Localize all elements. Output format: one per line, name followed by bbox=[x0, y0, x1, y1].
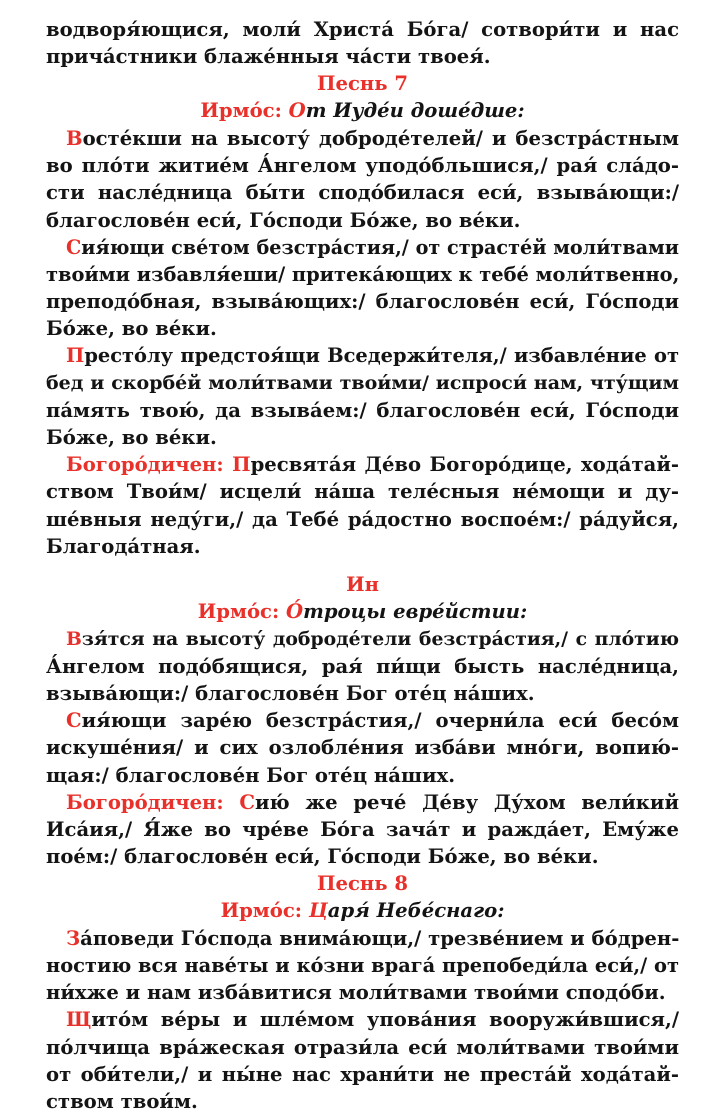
troparion bbox=[46, 626, 679, 708]
text-line: бед и скорбе́й моли́твами твои́ми/ испроси́ нам, чту́щим bbox=[46, 371, 679, 394]
text-line: Иса́ия,/ Я́же во чре́ве Бо́га зача́т и ражда́ет, Ему́же bbox=[46, 817, 679, 841]
other-canon-heading: Ин bbox=[346, 572, 379, 596]
drop-initial: С bbox=[66, 235, 82, 259]
text-line: ством твои́м. bbox=[46, 1089, 198, 1113]
troparion bbox=[46, 1006, 679, 1115]
text-line: благослове́н еси́, Го́споди Бо́же, во ве́ки. bbox=[46, 208, 521, 232]
text-line: Богоро́дичен: Пресвята́я Де́во Богоро́дице, хода́тай- bbox=[66, 453, 679, 477]
drop-initial: З bbox=[66, 926, 81, 950]
text-line: Престо́лу предстоя́щи Вседержи́теля,/ избавле́ние от bbox=[66, 344, 679, 368]
irmos-initial: О́ bbox=[286, 599, 304, 623]
irmos-title bbox=[286, 600, 527, 623]
text-line: па́мять твою́, да взыва́ем:/ благослове́н еси́, Го́споди bbox=[46, 398, 679, 422]
other-canon-irmos bbox=[46, 598, 679, 626]
intro-text bbox=[46, 16, 679, 70]
text-line: Взя́тся на высоту́ доброде́тели безстра́стия,/ с пло́тию bbox=[66, 627, 679, 650]
text-line: За́поведи Го́спода внима́ющи,/ трезве́нием и бо́дрен- bbox=[66, 926, 680, 950]
irmos-initial: Ц bbox=[308, 899, 328, 923]
text-line: Сия́ющи заре́ю безстра́стия,/ очерни́ла еси́ бесо́м bbox=[66, 709, 679, 733]
text-line: от оби́тели,/ и ны́не нас храни́ти не преста́й хода́тай- bbox=[46, 1062, 679, 1086]
text-line: водворя́ющися, моли́ Христа́ Бо́га/ сотвори́ти и нас bbox=[46, 18, 679, 41]
text-line: ни́хже и нам изба́витися моли́твами твои́ми сподо́би. bbox=[46, 981, 666, 1005]
text-line: во пло́ти житие́м А́нгелом уподо́бльшися,/ рая́ сла́до- bbox=[46, 154, 679, 178]
text-line: пое́м:/ благослове́н еси́, Го́споди Бо́же, во ве́ки. bbox=[46, 845, 599, 869]
irmos-title bbox=[289, 99, 525, 122]
text-line: А́нгелом подо́бящися, рая́ пи́щи бысть насле́дница, bbox=[46, 654, 679, 678]
troparion bbox=[46, 707, 679, 789]
text-line: Бо́же, во ве́ки. bbox=[46, 317, 217, 341]
troparion bbox=[46, 342, 679, 451]
irmos-initial: О bbox=[288, 99, 306, 123]
irmos-title-rest: аря́ Небе́снаго: bbox=[327, 899, 505, 923]
text-line: сти насле́дница бы́ти сподо́билася еси́, взыва́ющи:/ bbox=[46, 181, 679, 205]
irmos-label: Ирмо́с: bbox=[200, 99, 282, 123]
irmos-label: Ирмо́с: bbox=[197, 599, 280, 623]
text-line: ством Твои́м/ исцели́ на́ша теле́сныя не́мощи и ду- bbox=[46, 480, 679, 504]
drop-initial: Щ bbox=[66, 1008, 92, 1032]
text-line: прича́стники блаже́нныя ча́сти твоея́. bbox=[46, 45, 491, 69]
text-line: ше́вныя неду́ги,/ да Тебе́ ра́достно воспое́м:/ ра́дуйся, bbox=[46, 507, 679, 531]
theotokion-label: Богоро́дичен: bbox=[66, 453, 224, 477]
text-line: Восте́кши на высоту́ доброде́телей/ и безстра́стным bbox=[66, 126, 679, 150]
drop-initial: В bbox=[66, 627, 82, 650]
irmos-title-rest: т Иуде́и доше́дше: bbox=[305, 99, 525, 123]
irmos-title-rest: троцы евре́йстии: bbox=[303, 599, 528, 623]
theotokion-label: Богоро́дичен: bbox=[66, 790, 224, 814]
text-line: ностию вся наве́ты и ко́зни врага́ препобеди́ла еси́,/ от bbox=[46, 954, 679, 978]
irmos-title bbox=[309, 899, 505, 922]
ode-7-heading: Песнь 7 bbox=[317, 72, 408, 96]
theotokion bbox=[46, 451, 679, 560]
text-line: Сия́ющи све́том безстра́стия,/ от страсте́й моли́твами bbox=[66, 235, 679, 259]
drop-initial: С bbox=[66, 709, 82, 733]
drop-initial: П bbox=[66, 344, 85, 368]
ode-7-irmos bbox=[46, 97, 679, 125]
text-line: Бо́же, во ве́ки. bbox=[46, 426, 217, 450]
ode-8-heading: Песнь 8 bbox=[317, 872, 408, 896]
text-line: твои́ми избавля́еши/ притека́ющих к тебе́ моли́твенно, bbox=[46, 262, 680, 286]
drop-initial: В bbox=[66, 126, 83, 150]
text-line: Благода́тная. bbox=[46, 534, 201, 558]
troparion bbox=[46, 925, 679, 1007]
text-line: по́лчища вра́жеская отрази́ла еси́ моли́твами твои́ми bbox=[46, 1035, 679, 1059]
spacer bbox=[46, 560, 679, 571]
text-line: Щито́м ве́ры и шле́мом упова́ния вооружи́вшися,/ bbox=[66, 1008, 679, 1032]
drop-initial: С bbox=[239, 790, 255, 814]
text-line: Богоро́дичен: Сию́ же рече́ Де́ву Ду́хом вели́кий bbox=[66, 790, 679, 814]
irmos-label: Ирмо́с: bbox=[220, 899, 303, 923]
ode-8-irmos bbox=[46, 897, 679, 925]
text-line: щая:/ благослове́н Бог оте́ц на́ших. bbox=[46, 763, 456, 787]
text-line: преподо́бная, взыва́ющих:/ благослове́н еси́, Го́споди bbox=[46, 290, 679, 314]
text-line: искуше́ния/ и сих озлобле́ния изба́ви мно́ги, вопию́- bbox=[46, 736, 679, 760]
text-line: взыва́ющи:/ благослове́н Бог оте́ц на́ших. bbox=[46, 681, 535, 705]
theotokion bbox=[46, 789, 679, 871]
drop-initial: П bbox=[232, 453, 251, 477]
troparion bbox=[46, 234, 679, 343]
troparion bbox=[46, 125, 679, 234]
